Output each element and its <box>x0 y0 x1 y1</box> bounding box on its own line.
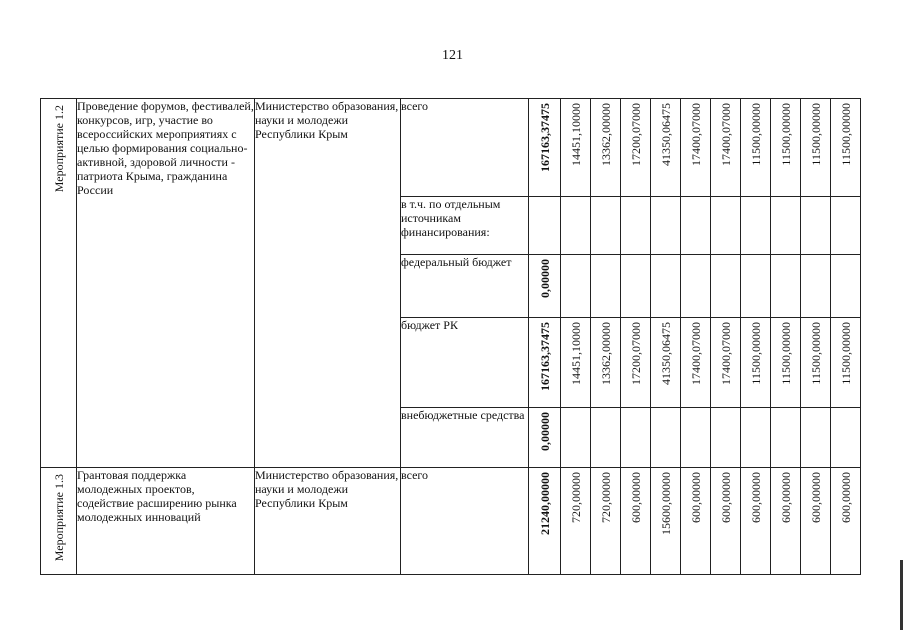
year-amount: 41350,06475 <box>658 322 673 385</box>
funding-source: всего <box>401 468 529 575</box>
activity-name: Грантовая поддержка молодежных проектов, содействие расширению рынка молодежных инноваций <box>77 468 255 575</box>
year-amount-cell <box>681 408 711 468</box>
year-amount-cell <box>741 255 771 318</box>
year-amount-cell <box>591 255 621 318</box>
year-amount-cell <box>711 255 741 318</box>
total-amount-cell <box>529 255 561 318</box>
year-amount-cell <box>621 318 651 408</box>
year-amount-cell <box>561 255 591 318</box>
year-amount-cell <box>771 99 801 197</box>
year-amount-cell <box>681 468 711 575</box>
total-amount-cell <box>529 99 561 197</box>
total-amount: 21240,00000 <box>537 472 552 535</box>
year-amount-cell <box>741 318 771 408</box>
year-amount-cell <box>771 318 801 408</box>
year-amount: 11500,00000 <box>808 103 823 166</box>
year-amount: 600,00000 <box>778 472 793 523</box>
total-amount: 167163,37475 <box>537 322 552 391</box>
year-amount-cell <box>591 318 621 408</box>
total-amount-cell <box>529 197 561 255</box>
year-amount-cell <box>831 318 861 408</box>
year-amount-cell <box>831 408 861 468</box>
year-amount-cell <box>621 468 651 575</box>
year-amount-cell <box>711 318 741 408</box>
year-amount-cell <box>771 468 801 575</box>
year-amount-cell <box>561 408 591 468</box>
year-amount-cell <box>591 99 621 197</box>
year-amount: 600,00000 <box>688 472 703 523</box>
year-amount-cell <box>741 197 771 255</box>
year-amount: 17200,07000 <box>628 103 643 166</box>
activity-executor: Министерство образования, науки и молодежи Республики Крым <box>255 468 401 575</box>
year-amount: 11500,00000 <box>838 103 853 166</box>
year-amount-cell <box>801 318 831 408</box>
year-amount: 600,00000 <box>748 472 763 523</box>
funding-source: бюджет РК <box>401 318 529 408</box>
year-amount: 720,00000 <box>568 472 583 523</box>
year-amount: 14451,10000 <box>568 103 583 166</box>
year-amount-cell <box>741 408 771 468</box>
activity-code-cell <box>41 468 77 575</box>
year-amount-cell <box>711 99 741 197</box>
year-amount-cell <box>681 318 711 408</box>
year-amount: 600,00000 <box>808 472 823 523</box>
year-amount-cell <box>711 408 741 468</box>
table-row <box>41 99 861 197</box>
year-amount-cell <box>651 99 681 197</box>
year-amount-cell <box>621 197 651 255</box>
year-amount-cell <box>651 255 681 318</box>
activity-code: Мероприятие 1.2 <box>51 105 66 193</box>
year-amount: 720,00000 <box>598 472 613 523</box>
year-amount: 17400,07000 <box>688 103 703 166</box>
year-amount-cell <box>621 255 651 318</box>
year-amount-cell <box>771 197 801 255</box>
year-amount-cell <box>651 408 681 468</box>
page-number: 121 <box>442 48 463 63</box>
budget-table <box>40 98 861 575</box>
total-amount: 0,00000 <box>537 412 552 451</box>
year-amount-cell <box>801 255 831 318</box>
year-amount-cell <box>831 99 861 197</box>
year-amount-cell <box>651 468 681 575</box>
year-amount: 15600,00000 <box>658 472 673 535</box>
year-amount: 11500,00000 <box>808 322 823 385</box>
activity-code: Мероприятие 1.3 <box>51 474 66 562</box>
year-amount: 13362,00000 <box>598 322 613 385</box>
year-amount-cell <box>681 197 711 255</box>
year-amount-cell <box>681 255 711 318</box>
year-amount-cell <box>591 468 621 575</box>
year-amount: 600,00000 <box>628 472 643 523</box>
year-amount-cell <box>741 468 771 575</box>
funding-source: федеральный бюджет <box>401 255 529 318</box>
funding-source: в т.ч. по отдельным источникам финансирования: <box>401 197 529 255</box>
table-row <box>41 468 861 575</box>
year-amount-cell <box>711 468 741 575</box>
year-amount-cell <box>801 197 831 255</box>
year-amount-cell <box>651 318 681 408</box>
year-amount-cell <box>621 99 651 197</box>
year-amount-cell <box>561 318 591 408</box>
year-amount: 17400,07000 <box>718 322 733 385</box>
year-amount-cell <box>591 197 621 255</box>
year-amount-cell <box>771 255 801 318</box>
year-amount-cell <box>831 255 861 318</box>
year-amount-cell <box>711 197 741 255</box>
year-amount-cell <box>561 468 591 575</box>
year-amount-cell <box>801 408 831 468</box>
year-amount-cell <box>801 468 831 575</box>
year-amount: 11500,00000 <box>748 103 763 166</box>
total-amount-cell <box>529 318 561 408</box>
year-amount-cell <box>681 99 711 197</box>
funding-source: внебюджетные средства <box>401 408 529 468</box>
total-amount-cell <box>529 468 561 575</box>
year-amount: 41350,06475 <box>658 103 673 166</box>
year-amount: 13362,00000 <box>598 103 613 166</box>
year-amount-cell <box>831 468 861 575</box>
total-amount-cell <box>529 408 561 468</box>
year-amount: 14451,10000 <box>568 322 583 385</box>
activity-name: Проведение форумов, фестивалей, конкурсов, игр, участие во всероссийских мероприятиях с целью формирования социально-активной, здоровой личности - патриота Крыма, гражданина России <box>77 99 255 468</box>
year-amount-cell <box>741 99 771 197</box>
total-amount: 167163,37475 <box>537 103 552 172</box>
year-amount: 11500,00000 <box>778 322 793 385</box>
year-amount: 600,00000 <box>718 472 733 523</box>
activity-code-cell <box>41 99 77 468</box>
year-amount-cell <box>591 408 621 468</box>
scan-edge-mark <box>900 560 903 630</box>
total-amount: 0,00000 <box>537 259 552 298</box>
year-amount-cell <box>831 197 861 255</box>
year-amount-cell <box>621 408 651 468</box>
year-amount: 17400,07000 <box>718 103 733 166</box>
year-amount: 11500,00000 <box>778 103 793 166</box>
year-amount-cell <box>771 408 801 468</box>
year-amount: 17400,07000 <box>688 322 703 385</box>
activity-executor: Министерство образования, науки и молодежи Республики Крым <box>255 99 401 468</box>
year-amount: 600,00000 <box>838 472 853 523</box>
year-amount: 17200,07000 <box>628 322 643 385</box>
year-amount-cell <box>561 197 591 255</box>
year-amount-cell <box>561 99 591 197</box>
year-amount: 11500,00000 <box>838 322 853 385</box>
year-amount-cell <box>801 99 831 197</box>
year-amount-cell <box>651 197 681 255</box>
year-amount: 11500,00000 <box>748 322 763 385</box>
funding-source: всего <box>401 99 529 197</box>
